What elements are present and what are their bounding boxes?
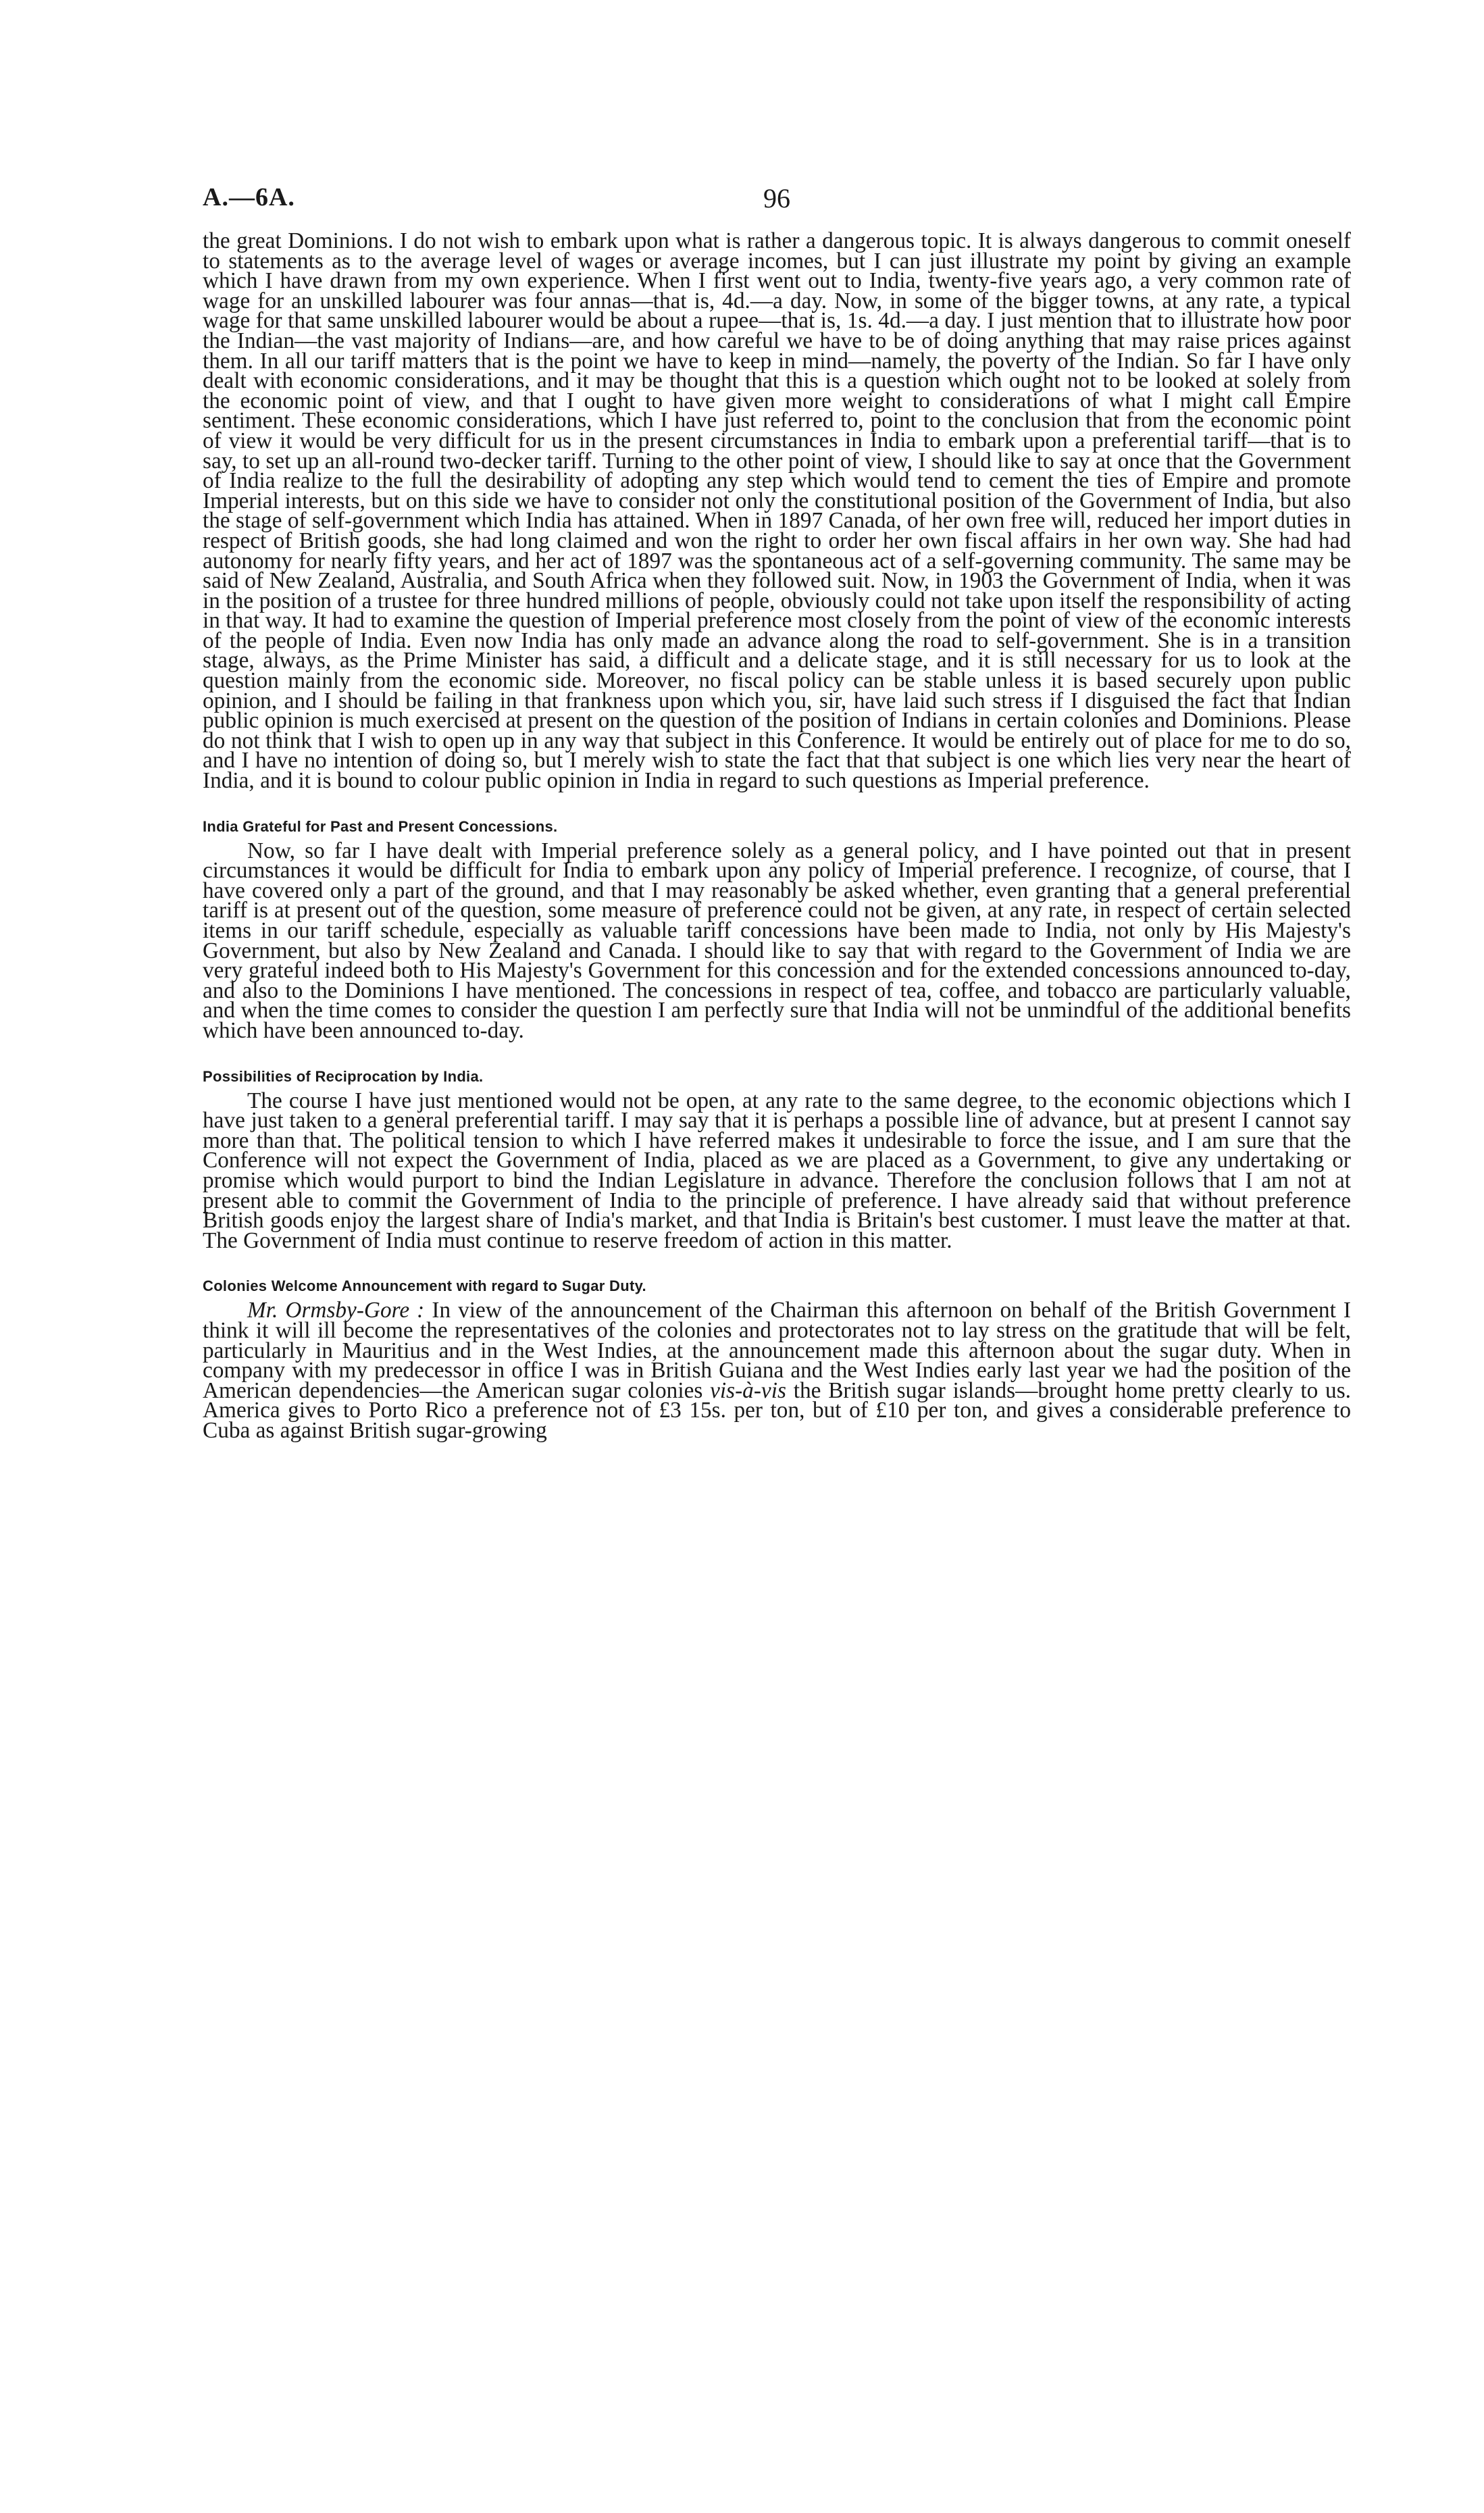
continuation-paragraph: the great Dominions. I do not wish to embark upon what is rather a dangerous topic. It is always dangerous to commit oneself to statements as to the average level of wages or average incomes, but I can just illustrate my point by giving an example which I have drawn from my own experience. When I first went out to India, twenty-five years ago, a very common rate of wage for an unskilled labourer was four annas—that is, 4d.—a day. Now, in some of the bigger towns, at any rate, a typical wage for that same unskilled labourer would be about a rupee—that is, 1s. 4d.—a day. I just mention that to illustrate how poor the Indian—the vast majority of Indians—are, and how careful we have to be of doing anything that may raise prices against them. In all our tariff matters that is the point we have to keep in mind—namely, the poverty of the Indian. So far I have only dealt with economic considerations, and it may be thought that this is a question which ought not to be looked at solely from the economic point of view, and that I ought to have given more weight to considerations of what I might call Empire sentiment. These economic considerations, which I have just referred to, point to the conclusion that from the economic point of view it would be very difficult for us in the present circumstances in India to embark upon a preferential tariff—that is to say, to set up an all-round two-decker tariff. Turning to the other point of view, I should like to say at once that the Government of India realize to the full the desirability of adopting any step which would tend to cement the ties of Empire and promote Imperial interests, but on this side we have to consider not only the constitutional position of the Government of India, but also the stage of self-government which India has attained. When in 1897 Canada, of her own free will, reduced her import duties in respect of British goods, she had long claimed and won the right to order her own fiscal affairs in her own way. She had had autonomy for nearly fifty years, and her act of 1897 was the spontaneous act of a self-governing community. The same may be said of New Zealand, Australia, and South Africa when they followed suit. Now, in 1903 the Government of India, when it was in the position of a trustee for three hundred millions of people, obviously could not take upon itself the responsibility of acting in that way. It had to examine the question of Imperial preference most closely from the point of view of the economic interests of the people of India. Even now India has only made an advance along the road to self-government. She is in a transition stage, always, as the Prime Minister has said, a difficult and a delicate stage, and it is still necessary for us to look at the question mainly from the economic side. Moreover, no fiscal policy can be stable unless it is based securely upon public opinion, and I should be failing in that frankness upon which you, sir, have laid such stress if I disguised the fact that Indian public opinion is much exercised at present on the question of the position of Indians in certain colonies and Dominions. Please do not think that I wish to open up in any way that subject in this Conference. It would be entirely out of place for me to do so, and I have no intention of doing so, but I merely wish to state the fact that that subject is one which lies very near the heart of India, and it is bound to colour public opinion in India in regard to such questions as Imperial preference. xyxy=(203,228,1351,794)
body-text xyxy=(203,228,1351,794)
speech-text: In view of the announcement of the Chairman this afternoon on behalf of the British Government I think it will ill become the representatives of the colonies and protectorates not to lay stress on the gratitude that will be felt, particularly in Mauritius and in the West Indies, at the announcement made this afternoon about the sugar duty. When in company with my predecessor in office I was in British Guiana and the West Indies early last year we had the position of the American dependencies—the American sugar colonies xyxy=(203,1298,1351,1403)
page-header xyxy=(203,182,1351,223)
section-india-grateful xyxy=(203,818,1351,1041)
speaker-name: Mr. Ormsby-Gore : xyxy=(247,1298,425,1323)
italic-phrase: vis-à-vis xyxy=(710,1377,786,1403)
section-paragraph xyxy=(203,1298,1351,1443)
section-reciprocation xyxy=(203,1068,1351,1251)
section-paragraph: The course I have just mentioned would not be open, at any rate to the same degree, to the economic objections which I have just taken to a general preferential tariff. I may say that it is perhaps a possible line of advance, but at present I cannot say more than that. The political tension to which I have referred makes it undesirable to force the issue, and I am sure that the Conference will not expect the Government of India, placed as we are placed as a Government, to give any undertaking or promise which would purport to bind the Indian Legislature in advance. Therefore the conclusion follows that I am not at present able to commit the Government of India to the principle of preference. I have already said that without preference British goods enjoy the largest share of India's market, and that India is Britain's best customer. I must leave the matter at that. The Government of India must continue to reserve freedom of action in this matter. xyxy=(203,1088,1351,1253)
page-number: 96 xyxy=(763,183,790,213)
document-reference: A.—6A. xyxy=(203,183,295,211)
document-page xyxy=(203,182,1351,1443)
section-paragraph: Now, so far I have dealt with Imperial preference solely as a general policy, and I have pointed out that in present circumstances it would be difficult for India to embark upon any policy of Imperial preference. I recognize, of course, that I have covered only a part of the ground, and that I may reasonably be asked whether, even granting that a general preferential tariff is at present out of the question, some measure of preference could not be given, at any rate, in respect of certain selected items in our tariff schedule, especially as valuable tariff concessions have been made to India, not only by His Majesty's Government, but also by New Zealand and Canada. I should like to say that with regard to the Government of India we are very grateful indeed both to His Majesty's Government for this concession and for the extended concessions announced to-day, and also to the Dominions I have mentioned. The concessions in respect of tea, coffee, and tobacco are particularly valuable, and when the time comes to consider the question I am perfectly sure that India will not be unmindful of the additional benefits which have been announced to-day. xyxy=(203,838,1351,1043)
section-sugar-duty xyxy=(203,1277,1351,1443)
section-heading: India Grateful for Past and Present Concessions. xyxy=(203,817,558,835)
speech-text-continued: the British sugar islands—brought home pretty clearly to us. America gives to Porto Rico a preference not of £3 15s. per ton, but of £10 per ton, and gives a considerable preference to Cuba as against British sugar-growing xyxy=(203,1377,1351,1443)
section-heading: Colonies Welcome Announcement with regard to Sugar Duty. xyxy=(203,1277,646,1295)
section-heading: Possibilities of Reciprocation by India. xyxy=(203,1067,484,1085)
